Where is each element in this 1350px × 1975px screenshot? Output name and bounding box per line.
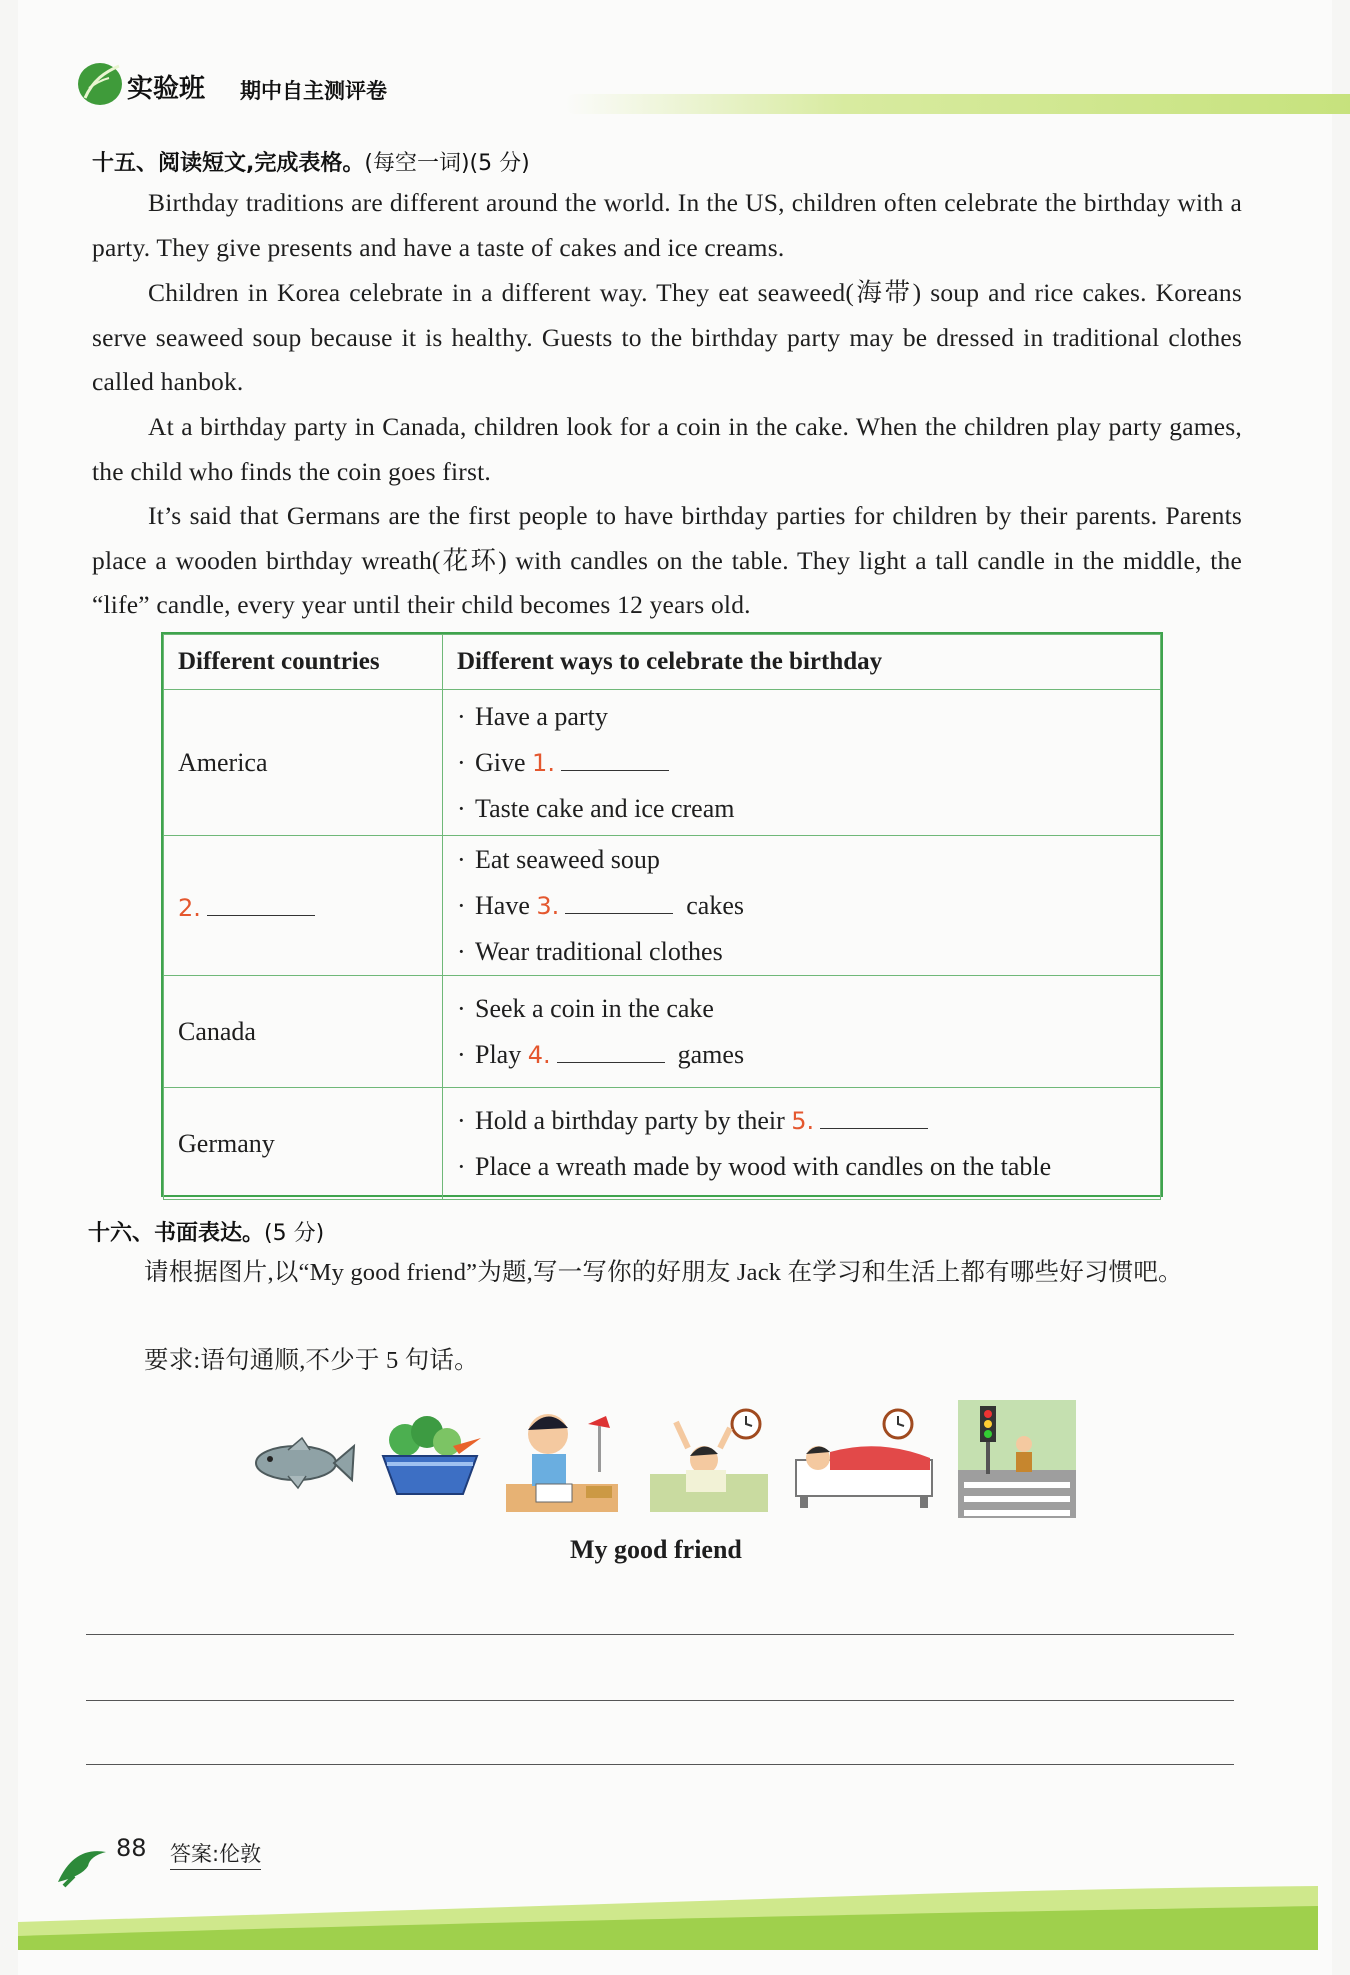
boy-sleeping-picture bbox=[790, 1408, 940, 1512]
answer-blank-2[interactable] bbox=[207, 889, 315, 916]
country-cell: Germany bbox=[164, 1088, 443, 1200]
page-header bbox=[75, 58, 1300, 118]
answer-table bbox=[161, 632, 1163, 1197]
answer-blank-1[interactable] bbox=[561, 744, 669, 771]
blank-number-5: 5. bbox=[791, 1106, 815, 1135]
picture-caption: My good friend bbox=[570, 1535, 742, 1564]
way-item: · Eat seaweed soup bbox=[457, 844, 660, 874]
reading-paragraph-2: Children in Korea celebrate in a different way. They eat seaweed(海带) soup and rice cakes. Koreans serve seaweed soup because it is healthy. Guests to the birthday party may be dressed in traditional clothes called hanbok. bbox=[92, 278, 1242, 396]
section-15-heading bbox=[92, 146, 530, 177]
section-15-note: (每空一词)(5 分) bbox=[364, 151, 530, 176]
ways-cell bbox=[443, 836, 1161, 976]
exam-subtitle: 期中自主测评卷 bbox=[240, 79, 387, 103]
writing-line[interactable] bbox=[86, 1634, 1234, 1635]
blank-number-4: 4. bbox=[527, 1040, 551, 1069]
blank-number-1: 1. bbox=[532, 748, 555, 777]
reading-paragraph-3: At a birthday party in Canada, children look for a coin in the cake. When the children play party games, the child who finds the coin goes first. bbox=[92, 412, 1242, 486]
answer-blank-4[interactable] bbox=[557, 1036, 665, 1063]
section-15-number: 十五、 bbox=[92, 151, 159, 176]
footer-decor-band bbox=[18, 1880, 1318, 1950]
way-item: · Play 4. games bbox=[457, 1032, 1146, 1078]
fish-picture bbox=[248, 1432, 358, 1494]
way-item: · Give 1. bbox=[457, 740, 1146, 786]
table-header-row bbox=[164, 635, 1161, 690]
country-cell bbox=[164, 836, 443, 976]
blank-number-3: 3. bbox=[536, 891, 560, 920]
writing-instruction: 请根据图片,以“My good friend”为题,写一写你的好朋友 Jack 在学习和生活上都有哪些好习惯吧。 bbox=[144, 1259, 1183, 1286]
boy-at-crossing-picture bbox=[958, 1400, 1076, 1518]
section-15-title: 阅读短文,完成表格。 bbox=[158, 151, 365, 176]
section-16-note: (5 分) bbox=[264, 1221, 325, 1246]
writing-line[interactable] bbox=[86, 1700, 1234, 1701]
table-row bbox=[164, 690, 1161, 836]
country-cell: Canada bbox=[164, 976, 443, 1088]
way-item: · Have 3. cakes bbox=[457, 883, 1146, 929]
boy-doing-homework-picture bbox=[506, 1402, 618, 1512]
leaf-logo-icon bbox=[75, 58, 125, 108]
writing-line[interactable] bbox=[86, 1764, 1234, 1765]
way-item: · Seek a coin in the cake bbox=[457, 993, 714, 1023]
ways-cell bbox=[443, 1088, 1161, 1200]
ways-cell bbox=[443, 690, 1161, 836]
brand-title: 实验班 bbox=[127, 74, 206, 104]
country-cell: America bbox=[164, 690, 443, 836]
table-row bbox=[164, 1088, 1161, 1200]
answer-blank-5[interactable] bbox=[820, 1102, 928, 1129]
blank-number-2: 2. bbox=[178, 893, 201, 922]
way-item: · Have a party bbox=[457, 701, 608, 731]
reading-paragraph-4: It’s said that Germans are the first people to have birthday parties for children by their parents. Parents place a wooden birthday wreath(花环) with candles on the table. They light a tall candle in the middle, the “life” candle, every year until their child becomes 12 years old. bbox=[92, 501, 1242, 619]
header-ways: Different ways to celebrate the birthday bbox=[443, 635, 1161, 690]
way-item: · Taste cake and ice cream bbox=[457, 793, 735, 823]
writing-requirement: 要求:语句通顺,不少于 5 句话。 bbox=[144, 1347, 479, 1374]
way-item: · Place a wreath made by wood with candles on the table bbox=[457, 1151, 1052, 1181]
header-countries: Different countries bbox=[164, 635, 443, 690]
header-decor-band bbox=[565, 94, 1350, 114]
table-row bbox=[164, 976, 1161, 1088]
ways-cell bbox=[443, 976, 1161, 1088]
reading-paragraph-1: Birthday traditions are different around the world. In the US, children often celebrate the birthday with a party. They give presents and have a taste of cakes and ice creams. bbox=[92, 188, 1242, 262]
way-item: · Hold a birthday party by their 5. bbox=[457, 1098, 1146, 1144]
section-16-title: 书面表达。 bbox=[154, 1221, 265, 1246]
answer-hint: 答案:伦敦 bbox=[170, 1838, 261, 1870]
table-row bbox=[164, 836, 1161, 976]
boy-waking-up-picture bbox=[650, 1408, 768, 1512]
section-16-heading bbox=[88, 1216, 324, 1247]
way-item: · Wear traditional clothes bbox=[457, 936, 723, 966]
section-16-number: 十六、 bbox=[88, 1221, 155, 1246]
vegetables-bowl-picture bbox=[375, 1412, 485, 1500]
answer-blank-3[interactable] bbox=[565, 887, 673, 914]
page-number: 88 bbox=[116, 1834, 147, 1862]
